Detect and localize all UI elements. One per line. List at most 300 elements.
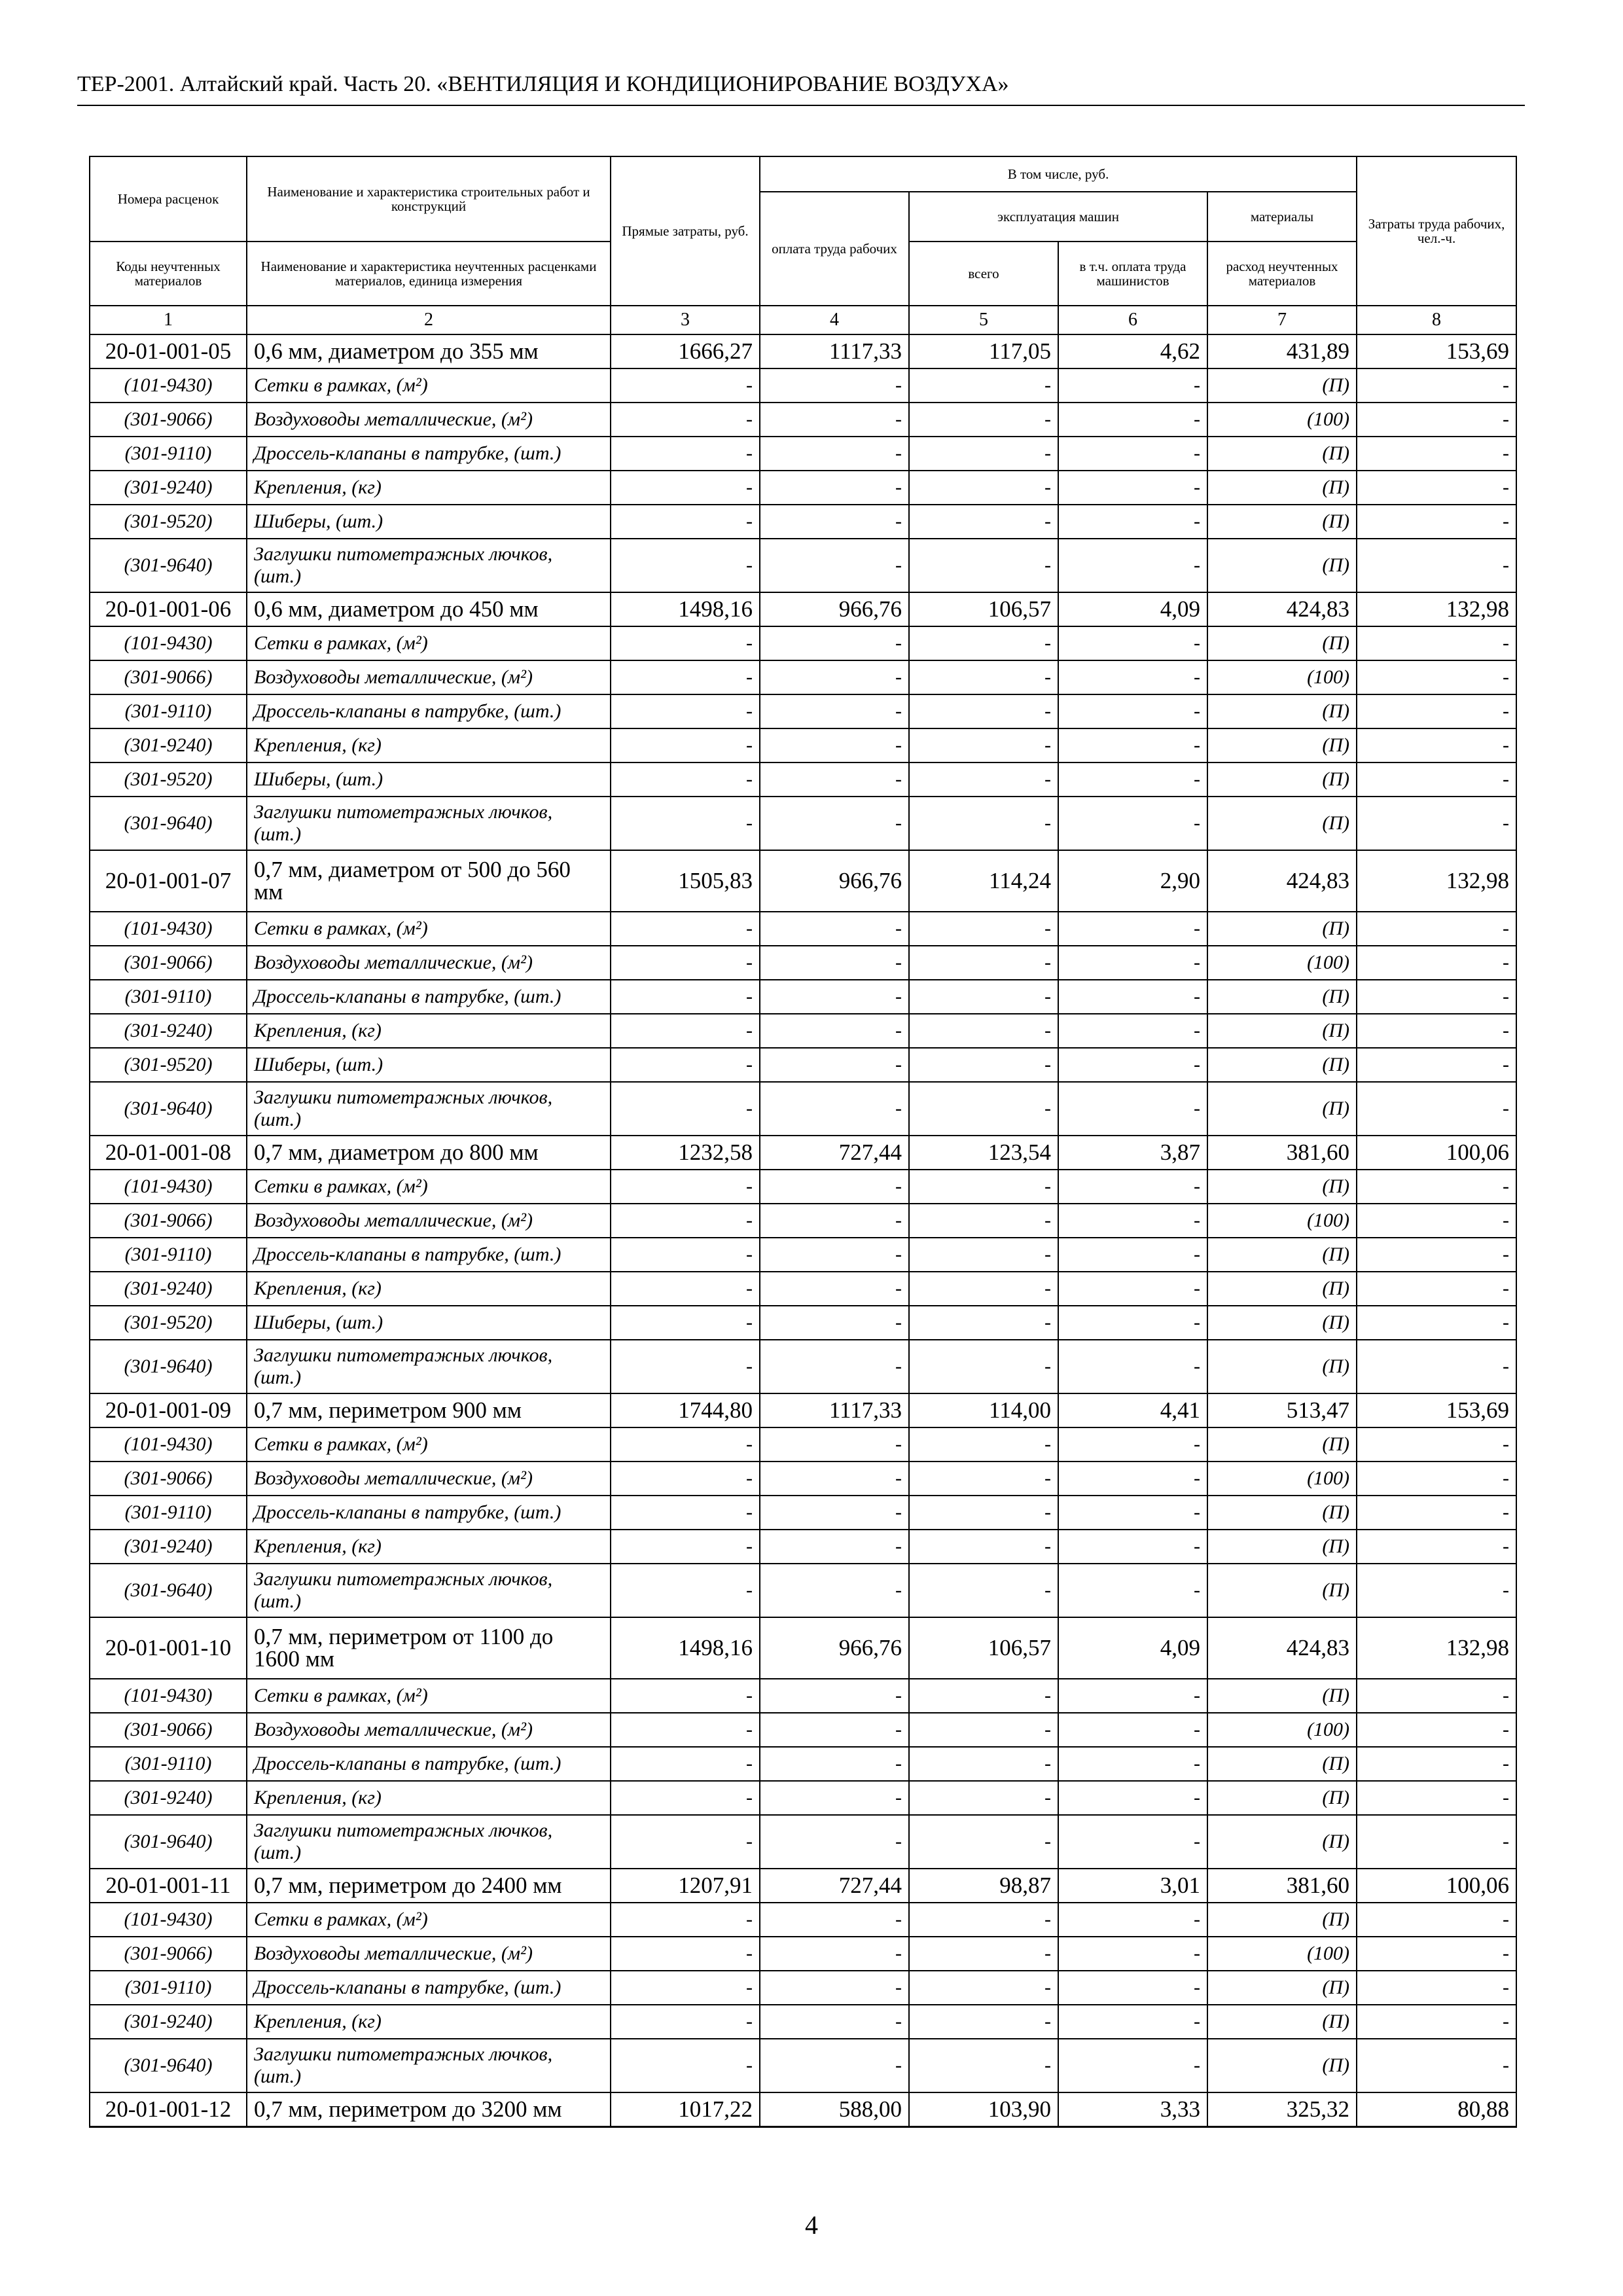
material-row [90,1713,1516,1747]
material-value: - [611,1170,760,1204]
header-name-characteristics: Наименование и характеристика строительных работ и конструкций [247,156,611,242]
material-code: (301-9240) [90,1781,247,1815]
material-row [90,1272,1516,1306]
material-code: (101-9430) [90,1427,247,1462]
material-code: (301-9110) [90,980,247,1014]
machine-total: 123,54 [909,1136,1058,1170]
material-value: - [1058,2005,1207,2039]
material-value: (П) [1207,1815,1357,1869]
material-code: (101-9430) [90,1170,247,1204]
material-value: - [909,1747,1058,1781]
material-code: (301-9240) [90,1530,247,1564]
material-row [90,1747,1516,1781]
material-value: - [760,1679,909,1713]
material-value: - [611,1747,760,1781]
material-code: (301-9240) [90,728,247,762]
direct-costs: 1207,91 [611,1869,760,1903]
material-value: - [611,1971,760,2005]
material-value: - [909,1781,1058,1815]
material-value: - [1357,1937,1516,1971]
material-value: (П) [1207,1747,1357,1781]
material-value: - [611,1238,760,1272]
rate-name: 0,7 мм, периметром до 2400 мм [247,1869,611,1903]
material-value: (П) [1207,1903,1357,1937]
material-value: - [909,437,1058,471]
material-name: Заглушки питометражных лючков, (шт.) [247,2039,611,2092]
material-value: (П) [1207,1238,1357,1272]
material-value: - [1357,1272,1516,1306]
material-row [90,1530,1516,1564]
material-value: (П) [1207,912,1357,946]
material-value: - [909,2005,1058,2039]
rate-item [90,334,1516,592]
material-value: - [760,1781,909,1815]
material-code: (301-9066) [90,403,247,437]
material-value: - [611,1306,760,1340]
material-row [90,1781,1516,1815]
material-row [90,505,1516,539]
material-value: - [909,1496,1058,1530]
direct-costs: 1498,16 [611,592,760,626]
material-name: Сетки в рамках, (м²) [247,1427,611,1462]
material-value: - [760,797,909,850]
material-value: - [1058,1937,1207,1971]
direct-costs: 1232,58 [611,1136,760,1170]
material-value: - [1058,797,1207,850]
material-value: - [909,539,1058,592]
material-value: - [611,1048,760,1082]
material-code: (301-9520) [90,762,247,797]
material-value: (100) [1207,1462,1357,1496]
material-value: - [909,1971,1058,2005]
material-value: (П) [1207,505,1357,539]
page-number: 4 [805,2210,818,2240]
material-code: (301-9110) [90,694,247,728]
material-value: - [611,1014,760,1048]
material-value: (П) [1207,1048,1357,1082]
material-value: - [1058,471,1207,505]
material-code: (301-9640) [90,1340,247,1393]
material-value: - [1357,1903,1516,1937]
material-row [90,471,1516,505]
material-value: - [1357,1340,1516,1393]
material-value: - [611,1564,760,1617]
rate-row [90,1136,1516,1170]
material-row [90,1496,1516,1530]
material-row [90,946,1516,980]
material-row [90,762,1516,797]
rate-code: 20-01-001-11 [90,1869,247,1903]
material-code: (301-9066) [90,1937,247,1971]
header-incl-rub: В том числе, руб. [760,156,1357,192]
material-name: Крепления, (кг) [247,728,611,762]
material-value: - [1357,1462,1516,1496]
machine-total: 106,57 [909,592,1058,626]
material-name: Заглушки питометражных лючков, (шт.) [247,1340,611,1393]
header-rate-numbers: Номера расценок [90,156,247,242]
column-number: 2 [247,306,611,334]
material-row [90,1306,1516,1340]
worker-pay: 727,44 [760,1869,909,1903]
material-value: (100) [1207,946,1357,980]
direct-costs: 1017,22 [611,2092,760,2127]
rate-item [90,592,1516,850]
labor-costs: 132,98 [1357,592,1516,626]
material-name: Шиберы, (шт.) [247,505,611,539]
column-numbers-row [90,306,1516,334]
material-value: - [1058,912,1207,946]
material-value: (П) [1207,1014,1357,1048]
page-header: ТЕР-2001. Алтайский край. Часть 20. «ВЕНТИЛЯЦИЯ И КОНДИЦИОНИРОВАНИЕ ВОЗДУХА» [77,72,1009,96]
material-value: - [760,626,909,660]
materials-cost: 431,89 [1207,334,1357,368]
material-value: - [909,1679,1058,1713]
material-value: - [611,471,760,505]
material-value: (100) [1207,660,1357,694]
material-value: - [909,946,1058,980]
material-value: - [760,1496,909,1530]
material-value: (П) [1207,1082,1357,1136]
material-value: - [909,1462,1058,1496]
material-code: (101-9430) [90,1679,247,1713]
material-value: - [1357,1170,1516,1204]
material-value: (П) [1207,2005,1357,2039]
materials-cost: 325,32 [1207,2092,1357,2127]
rate-name: 0,7 мм, периметром до 3200 мм [247,2092,611,2127]
rate-code: 20-01-001-05 [90,334,247,368]
material-name: Дроссель-клапаны в патрубке, (шт.) [247,1747,611,1781]
material-row [90,1903,1516,1937]
column-number: 3 [611,306,760,334]
material-value: - [611,1272,760,1306]
rate-row [90,592,1516,626]
material-name: Дроссель-клапаны в патрубке, (шт.) [247,980,611,1014]
material-row [90,1170,1516,1204]
material-value: - [1357,539,1516,592]
material-value: - [1357,1204,1516,1238]
rate-item [90,1869,1516,2092]
material-row [90,912,1516,946]
material-value: - [760,1903,909,1937]
material-value: - [611,1530,760,1564]
rate-row [90,1869,1516,1903]
material-row [90,1971,1516,2005]
material-value: - [1357,1014,1516,1048]
rate-row [90,1393,1516,1427]
rate-item [90,2092,1516,2127]
material-code: (101-9430) [90,368,247,403]
material-name: Воздуховоды металлические, (м²) [247,946,611,980]
material-value: - [1058,505,1207,539]
worker-pay: 1117,33 [760,334,909,368]
direct-costs: 1505,83 [611,850,760,912]
material-value: - [611,403,760,437]
material-code: (301-9640) [90,2039,247,2092]
material-code: (301-9110) [90,1238,247,1272]
rate-row [90,1617,1516,1679]
material-value: (П) [1207,1306,1357,1340]
material-value: - [611,2005,760,2039]
material-name: Заглушки питометражных лючков, (шт.) [247,1815,611,1869]
rate-code: 20-01-001-10 [90,1617,247,1679]
material-code: (301-9520) [90,505,247,539]
material-code: (301-9066) [90,1204,247,1238]
material-value: - [1058,1272,1207,1306]
material-value: - [1058,660,1207,694]
material-value: - [1058,368,1207,403]
material-value: - [909,1238,1058,1272]
material-value: (П) [1207,1170,1357,1204]
material-code: (301-9240) [90,2005,247,2039]
material-name: Крепления, (кг) [247,1272,611,1306]
material-row [90,626,1516,660]
material-value: - [909,660,1058,694]
material-row [90,1014,1516,1048]
material-value: (100) [1207,1937,1357,1971]
material-value: - [1058,728,1207,762]
material-value: - [1357,1496,1516,1530]
material-value: - [909,1713,1058,1747]
material-value: - [1357,626,1516,660]
materials-cost: 424,83 [1207,592,1357,626]
material-code: (301-9110) [90,1971,247,2005]
material-value: - [909,1815,1058,1869]
operator-pay: 4,09 [1058,592,1207,626]
material-value: - [1058,1781,1207,1815]
operator-pay: 3,33 [1058,2092,1207,2127]
material-value: - [1357,1427,1516,1462]
material-name: Заглушки питометражных лючков, (шт.) [247,1564,611,1617]
header-machine-total: всего [909,242,1058,306]
material-code: (301-9240) [90,1014,247,1048]
material-code: (301-9640) [90,539,247,592]
material-value: - [760,2005,909,2039]
material-value: - [1058,1204,1207,1238]
material-value: - [1058,1048,1207,1082]
operator-pay: 3,01 [1058,1869,1207,1903]
rate-item [90,850,1516,1136]
material-name: Воздуховоды металлические, (м²) [247,1204,611,1238]
material-value: - [909,1530,1058,1564]
material-code: (301-9066) [90,660,247,694]
material-value: - [909,368,1058,403]
worker-pay: 1117,33 [760,1393,909,1427]
header-machine-operation: эксплуатация машин [909,192,1207,242]
material-row [90,1238,1516,1272]
material-code: (101-9430) [90,912,247,946]
labor-costs: 80,88 [1357,2092,1516,2127]
worker-pay: 966,76 [760,850,909,912]
material-row [90,368,1516,403]
material-value: - [909,1937,1058,1971]
material-value: - [1357,1082,1516,1136]
material-value: - [1058,1238,1207,1272]
material-value: - [909,626,1058,660]
material-value: - [909,980,1058,1014]
material-value: - [611,762,760,797]
material-row [90,797,1516,850]
material-value: - [611,797,760,850]
column-number: 6 [1058,306,1207,334]
material-value: - [760,1530,909,1564]
labor-costs: 132,98 [1357,1617,1516,1679]
material-value: - [611,1679,760,1713]
material-value: - [1357,1679,1516,1713]
material-value: - [1058,437,1207,471]
material-value: - [1058,1815,1207,1869]
material-value: - [1058,946,1207,980]
material-value: - [1357,1564,1516,1617]
material-value: (П) [1207,1781,1357,1815]
material-row [90,403,1516,437]
material-name: Заглушки питометражных лючков, (шт.) [247,1082,611,1136]
material-value: - [760,980,909,1014]
material-value: - [909,2039,1058,2092]
material-value: - [1058,1713,1207,1747]
material-row [90,1462,1516,1496]
rates-table [89,156,1517,2128]
operator-pay: 4,09 [1058,1617,1207,1679]
material-value: - [909,1340,1058,1393]
material-value: - [1058,762,1207,797]
rate-code: 20-01-001-08 [90,1136,247,1170]
material-value: - [1058,1747,1207,1781]
material-value: - [1058,980,1207,1014]
material-value: - [611,437,760,471]
direct-costs: 1666,27 [611,334,760,368]
material-name: Сетки в рамках, (м²) [247,368,611,403]
material-value: - [1058,1014,1207,1048]
labor-costs: 100,06 [1357,1136,1516,1170]
material-code: (301-9520) [90,1306,247,1340]
column-number: 1 [90,306,247,334]
material-row [90,1340,1516,1393]
material-value: (П) [1207,797,1357,850]
material-value: - [611,1082,760,1136]
rate-row [90,850,1516,912]
material-value: (П) [1207,2039,1357,2092]
header-materials: материалы [1207,192,1357,242]
machine-total: 103,90 [909,2092,1058,2127]
rate-item [90,1136,1516,1393]
material-value: - [909,471,1058,505]
material-code: (101-9430) [90,626,247,660]
material-value: - [611,505,760,539]
material-code: (301-9640) [90,1564,247,1617]
material-value: - [611,1340,760,1393]
header-direct-costs: Прямые затраты, руб. [611,156,760,306]
material-value: - [760,1427,909,1462]
materials-cost: 424,83 [1207,850,1357,912]
material-value: (П) [1207,762,1357,797]
table-header [90,156,1516,334]
material-row [90,2005,1516,2039]
material-value: - [1357,1530,1516,1564]
rate-code: 20-01-001-06 [90,592,247,626]
material-value: - [1357,1971,1516,2005]
material-value: - [1357,946,1516,980]
material-row [90,437,1516,471]
material-value: - [1058,1971,1207,2005]
material-value: - [909,1204,1058,1238]
material-value: (П) [1207,1679,1357,1713]
material-value: - [1357,1048,1516,1082]
material-value: - [1357,1747,1516,1781]
material-value: - [1058,626,1207,660]
material-value: (П) [1207,694,1357,728]
header-rule [77,105,1525,106]
material-value: - [760,1170,909,1204]
material-value: - [909,1272,1058,1306]
direct-costs: 1498,16 [611,1617,760,1679]
material-row [90,1679,1516,1713]
material-code: (301-9240) [90,1272,247,1306]
header-unaccounted-name: Наименование и характеристика неучтенных расценками материалов, единица измерения [247,242,611,306]
material-code: (301-9240) [90,471,247,505]
material-value: (П) [1207,1340,1357,1393]
operator-pay: 4,41 [1058,1393,1207,1427]
material-name: Шиберы, (шт.) [247,762,611,797]
material-value: - [611,694,760,728]
material-value: - [1058,1679,1207,1713]
material-name: Шиберы, (шт.) [247,1048,611,1082]
header-labor-costs: Затраты труда рабочих, чел.-ч. [1357,156,1516,306]
material-value: - [760,1815,909,1869]
material-name: Сетки в рамках, (м²) [247,1170,611,1204]
material-value: - [1357,437,1516,471]
material-value: - [1058,539,1207,592]
material-value: - [1357,1815,1516,1869]
material-value: (П) [1207,1564,1357,1617]
material-value: (П) [1207,980,1357,1014]
material-value: - [760,471,909,505]
material-name: Сетки в рамках, (м²) [247,912,611,946]
material-value: - [909,1427,1058,1462]
rate-code: 20-01-001-07 [90,850,247,912]
material-value: - [611,728,760,762]
material-value: - [611,912,760,946]
material-name: Крепления, (кг) [247,1014,611,1048]
material-row [90,1427,1516,1462]
material-value: - [760,1462,909,1496]
material-value: - [760,1340,909,1393]
material-value: - [760,1971,909,2005]
materials-cost: 381,60 [1207,1869,1357,1903]
operator-pay: 2,90 [1058,850,1207,912]
rate-name: 0,7 мм, периметром от 1100 до 1600 мм [247,1617,611,1679]
material-value: - [760,403,909,437]
material-name: Воздуховоды металлические, (м²) [247,660,611,694]
rate-row [90,334,1516,368]
header-worker-pay: оплата труда рабочих [760,192,909,306]
material-code: (301-9520) [90,1048,247,1082]
material-value: (100) [1207,1713,1357,1747]
material-value: (П) [1207,728,1357,762]
material-value: - [611,1427,760,1462]
material-value: - [611,1781,760,1815]
material-value: - [611,1903,760,1937]
operator-pay: 3,87 [1058,1136,1207,1170]
material-value: - [760,1238,909,1272]
material-value: - [760,694,909,728]
material-value: - [1357,694,1516,728]
direct-costs: 1744,80 [611,1393,760,1427]
material-row [90,728,1516,762]
material-value: - [909,1082,1058,1136]
material-value: - [909,1306,1058,1340]
material-value: - [760,437,909,471]
material-value: - [760,912,909,946]
